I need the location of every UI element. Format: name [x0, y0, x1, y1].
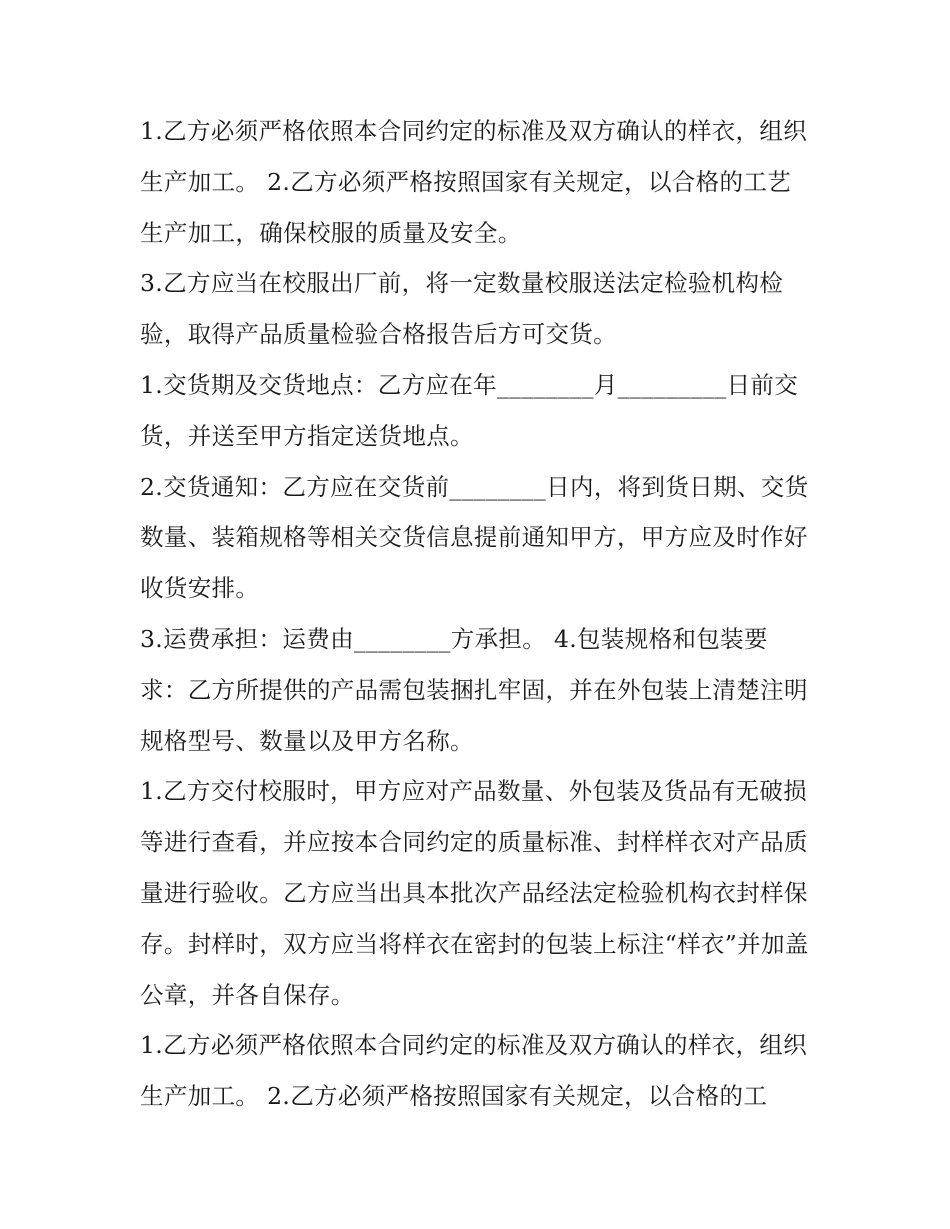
paragraph-acceptance-sealed-sample: 1.乙方交付校服时，甲方应对产品数量、外包装及货品有无破损等进行查看，并应按本合同约定的质量标准、封样样衣对产品质量进行验收。乙方应当出具本批次产品经法定检验机构衣封样保存。封样时，双方应当将样衣在密封的包装上标注“样衣”并加盖公章，并各自保存。 [140, 777, 809, 1009]
paragraph-production-requirements-repeat: 1.乙方必须严格依照本合同约定的标准及双方确认的样衣，组织生产加工。 2.乙方必须严格按照国家有关规定，以合格的工 [140, 1031, 808, 1111]
document-body [140, 106, 812, 1122]
paragraph-inspection-before-delivery: 3.乙方应当在校服出厂前，将一定数量校服送法定检验机构检验，取得产品质量检验合格报告后方可交货。 [140, 269, 784, 349]
paragraph-delivery-notice: 2.交货通知：乙方应在交货前________日内，将到货日期、交货数量、装箱规格等相关交货信息提前通知甲方，甲方应及时作好收货安排。 [140, 472, 809, 603]
paragraph-delivery-date-location: 1.交货期及交货地点：乙方应在年________月_________日前交货，并送至甲方指定送货地点。 [140, 370, 799, 450]
paragraph-freight-packaging: 3.运费承担：运费由________方承担。 4.包装规格和包装要求：乙方所提供的产品需包装捆扎牢固，并在外包装上清楚注明规格型号、数量以及甲方名称。 [140, 624, 808, 755]
paragraph-production-requirements: 1.乙方必须严格依照本合同约定的标准及双方确认的样衣，组织生产加工。 2.乙方必须严格按照国家有关规定，以合格的工艺生产加工，确保校服的质量及安全。 [140, 117, 808, 247]
